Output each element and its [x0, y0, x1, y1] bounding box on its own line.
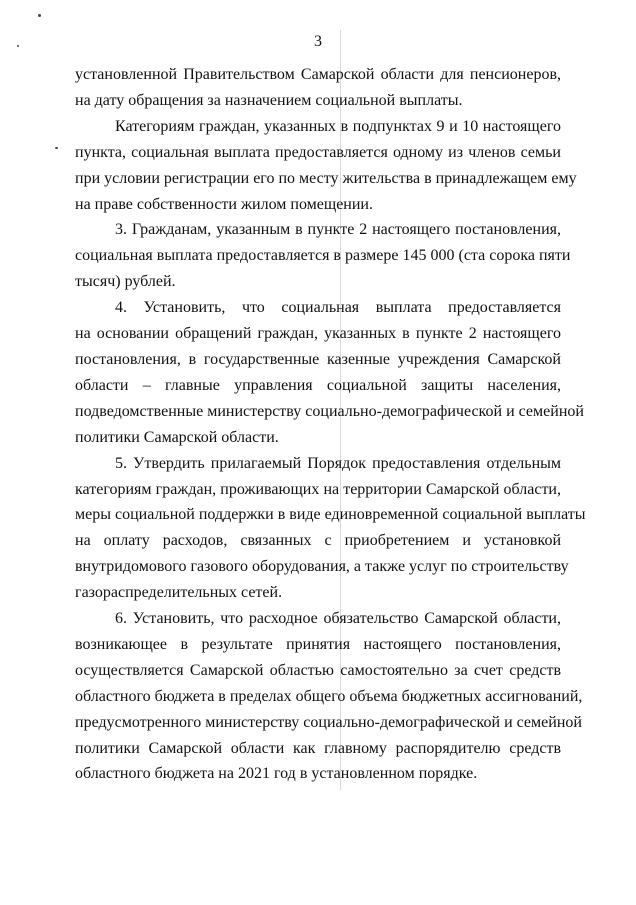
text-line: категориям граждан, проживающих на территории Самарской области, [75, 480, 561, 498]
text-line: на дату обращения за назначением социальной выплаты. [75, 91, 463, 109]
text-line: политики Самарской области. [75, 428, 279, 446]
text-line: 6. Установить, что расходное обязательство Самарской области, [115, 610, 561, 628]
text-line: при условии регистрации его по месту жительства в принадлежащем ему [75, 169, 577, 187]
text-line: постановления, в государственные казенные учреждения Самарской [75, 350, 561, 368]
text-line: областного бюджета в пределах общего объема бюджетных ассигнований, [75, 687, 583, 705]
text-line: внутридомового газового оборудования, а также услуг по строительству [75, 558, 569, 576]
paragraph [75, 217, 571, 295]
text-line: 5. Утвердить прилагаемый Порядок предоставления отдельным [115, 454, 561, 472]
scan-speck [38, 14, 41, 17]
paragraph [75, 606, 583, 787]
text-line: социальная выплата предоставляется в размере 145 000 (ста сорока пяти [75, 247, 571, 265]
paragraph [75, 451, 586, 606]
text-line: установленной Правительством Самарской области для пенсионеров, [75, 66, 561, 83]
text-line: меры социальной поддержки в виде единовременной социальной выплаты [75, 506, 586, 524]
text-line: на основании обращений граждан, указанных в пункте 2 настоящего [75, 325, 561, 343]
text-line: политики Самарской области как главному распорядителю средств [75, 739, 561, 757]
text-line: области – главные управления социальной защиты населения, [75, 376, 561, 394]
text-line: тысяч) рублей. [75, 273, 176, 291]
text-line: областного бюджета на 2021 год в установленном порядке. [75, 765, 478, 783]
text-line: подведомственные министерству социально-демографической и семейной [75, 402, 584, 420]
text-line: пункта, социальная выплата предоставляется одному из членов семьи [75, 143, 561, 161]
document-body [75, 62, 586, 787]
text-line: осуществляется Самарской областью самостоятельно за счет средств [75, 661, 561, 679]
text-line: на оплату расходов, связанных с приобретением и установкой [75, 532, 561, 550]
text-line: предусмотренного министерству социально-демографической и семейной [75, 713, 582, 731]
text-line: газораспределительных сетей. [75, 584, 283, 602]
text-line: на праве собственности жилом помещении. [75, 195, 373, 213]
text-line: 4. Установить, что социальная выплата предоставляется [115, 299, 561, 317]
paragraph [75, 114, 577, 218]
text-line: возникающее в результате принятия настоящего постановления, [75, 635, 561, 653]
paragraph [75, 62, 561, 114]
paragraph [75, 295, 584, 450]
scan-speck [55, 147, 58, 149]
text-line: 3. Гражданам, указанным в пункте 2 настоящего постановления, [115, 221, 561, 239]
page-number: 3 [314, 33, 322, 50]
text-line: Категориям граждан, указанных в подпунктах 9 и 10 настоящего [115, 117, 561, 135]
